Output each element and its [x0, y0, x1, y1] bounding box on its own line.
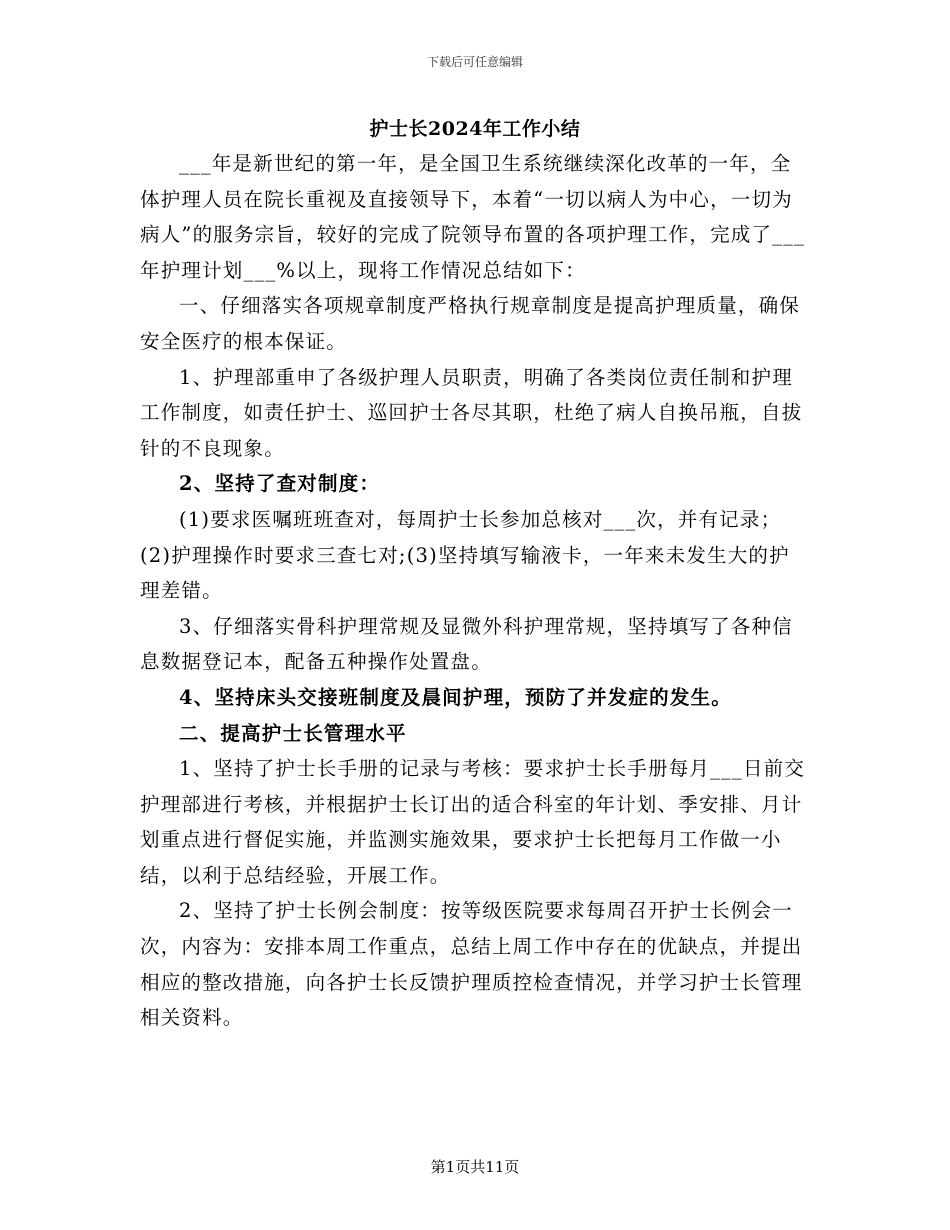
- paragraph-section-1-heading: 一、仔细落实各项规章制度严格执行规章制度是提高护理质量，确保安全医疗的根本保证。: [140, 294, 801, 353]
- paragraph-item-1-2-heading: 2、坚持了查对制度：: [179, 472, 381, 496]
- paragraph-item-2-2: 2、坚持了护士长例会制度：按等级医院要求每周召开护士长例会一次，内容为：安排本周工作重点，总结上周工作中存在的优缺点，并提出相应的整改措施，向各护士长反馈护理质控检查情况，并学习护士长管理相关资料。: [140, 899, 803, 1030]
- paragraph-section-2-heading: 二、提高护士长管理水平: [179, 721, 407, 745]
- paragraph-item-1-2-details: (1)要求医嘱班班查对，每周护士长参加总核对___次，并有记录；(2)护理操作时要求三查七对;(3)坚持填写输液卡，一年来未发生大的护理差错。: [140, 507, 790, 603]
- header-note: 下载后可任意编辑: [426, 55, 523, 69]
- paragraph-intro: ___年是新世纪的第一年，是全国卫生系统继续深化改革的一年，全体护理人员在院长重视及直接领导下，本着“一切以病人为中心，一切为病人”的服务宗旨，较好的完成了院领导布置的各项护理工作，完成了___年护理计划___%以上，现将工作情况总结如下：: [140, 152, 806, 282]
- page-footer: 第1页共11页: [430, 1158, 520, 1176]
- paragraph-item-2-1: 1、坚持了护士长手册的记录与考核：要求护士长手册每月___日前交护理部进行考核，并根据护士长订出的适合科室的年计划、季安排、月计划重点进行督促实施，并监测实施效果，要求护士长把每月工作做一小结，以利于总结经验，开展工作。: [140, 757, 806, 887]
- paragraph-item-1-3: 3、仔细落实骨科护理常规及显微外科护理常规，坚持填写了各种信息数据登记本，配备五种操作处置盘。: [140, 614, 793, 674]
- paragraph-item-1-4: 4、坚持床头交接班制度及晨间护理，预防了并发症的发生。: [179, 685, 732, 709]
- paragraph-item-1-1: 1、护理部重申了各级护理人员职责，明确了各类岗位责任制和护理工作制度，如责任护士、巡回护士各尽其职，杜绝了病人自换吊瓶，自拔针的不良现象。: [140, 365, 803, 460]
- document-title: 护士长2024年工作小结: [369, 118, 581, 140]
- document-body: [140, 146, 810, 1036]
